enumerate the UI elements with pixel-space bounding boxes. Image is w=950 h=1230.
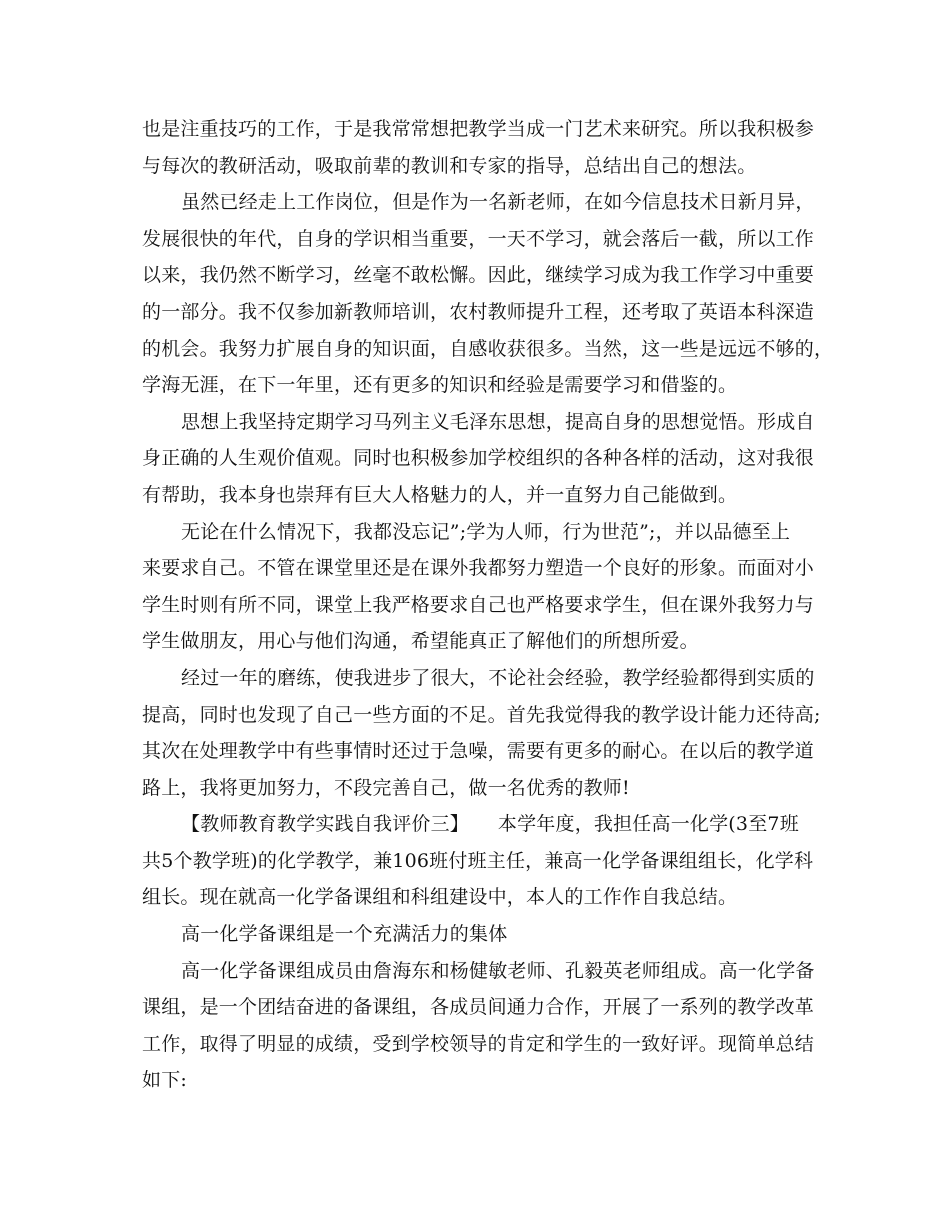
paragraph-line: 有帮助，我本身也崇拜有巨大人格魅力的人，并一直努力自己能做到。 <box>142 483 738 506</box>
paragraph-line: 来要求自己。不管在课堂里还是在课外我都努力塑造一个良好的形象。而面对小 <box>142 557 815 580</box>
paragraph-line: 组长。现在就高一化学备课组和科组建设中，本人的工作作自我总结。 <box>142 886 738 909</box>
body-text <box>142 111 834 1099</box>
paragraph-first-line: 虽然已经走上工作岗位，但是作为一名新老师，在如今信息技术日新月异， <box>181 191 815 214</box>
paragraph-line: 学海无涯，在下一年里，还有更多的知识和经验是需要学习和借鉴的。 <box>142 374 738 397</box>
paragraph-line: 路上，我将更加努力，不段完善自己，做一名优秀的教师! <box>142 776 630 799</box>
paragraph-line: 共5个教学班)的化学教学，兼106班付班主任，兼高一化学备课组组长，化学科 <box>142 849 814 872</box>
paragraph-line: 如下: <box>142 1069 188 1092</box>
paragraph-line: 其次在处理教学中有些事情时还过于急噪，需要有更多的耐心。在以后的教学道 <box>142 740 815 763</box>
paragraph-line: 的机会。我努力扩展自身的知识面，自感收获很多。当然，这一些是远远不够的， <box>142 337 834 360</box>
paragraph-line: 提高，同时也发现了自己一些方面的不足。首先我觉得我的教学设计能力还待高; <box>142 703 821 726</box>
paragraph-line: 也是注重技巧的工作，于是我常常想把教学当成一门艺术来研究。所以我积极参 <box>142 118 815 140</box>
paragraph-first-line: 无论在什么情况下，我都没忘记”;学为人师，行为世范”;，并以品德至上 <box>181 520 791 543</box>
paragraph-first-line: 高一化学备课组是一个充满活力的集体 <box>181 923 508 946</box>
paragraph-first-line: 经过一年的磨练，使我进步了很大，不论社会经验，教学经验都得到实质的 <box>181 666 815 689</box>
paragraph-line: 发展很快的年代，自身的学识相当重要，一天不学习，就会落后一截，所以工作 <box>142 227 815 250</box>
paragraph-line: 以来，我仍然不断学习，丝毫不敢松懈。因此，继续学习成为我工作学习中重要 <box>142 264 815 287</box>
paragraph-first-line: 高一化学备课组成员由詹海东和杨健敏老师、孔毅英老师组成。高一化学备 <box>181 959 815 982</box>
paragraph-first-line: 思想上我坚持定期学习马列主义毛泽东思想，提高自身的思想觉悟。形成自 <box>181 410 815 433</box>
paragraph-line: 工作，取得了明显的成绩，受到学校领导的肯定和学生的一致好评。现简单总结 <box>142 1032 815 1055</box>
paragraph-line: 学生时则有所不同，课堂上我严格要求自己也严格要求学生，但在课外我努力与 <box>142 593 815 616</box>
paragraph-line: 与每次的教研活动，吸取前辈的教训和专家的指导，总结出自己的想法。 <box>142 154 757 177</box>
paragraph-line: 身正确的人生观价值观。同时也积极参加学校组织的各种各样的活动，这对我很 <box>142 447 815 470</box>
paragraph-line: 课组，是一个团结奋进的备课组，各成员间通力合作，开展了一系列的教学改革 <box>142 996 815 1019</box>
paragraph-line: 学生做朋友，用心与他们沟通，希望能真正了解他们的所想所爱。 <box>142 630 699 653</box>
paragraph-line: 的一部分。我不仅参加新教师培训，农村教师提升工程，还考取了英语本科深造 <box>142 300 815 323</box>
paragraph-first-line: 【教师教育教学实践自我评价三】 本学年度，我担任高一化学(3至7班 <box>181 813 799 836</box>
